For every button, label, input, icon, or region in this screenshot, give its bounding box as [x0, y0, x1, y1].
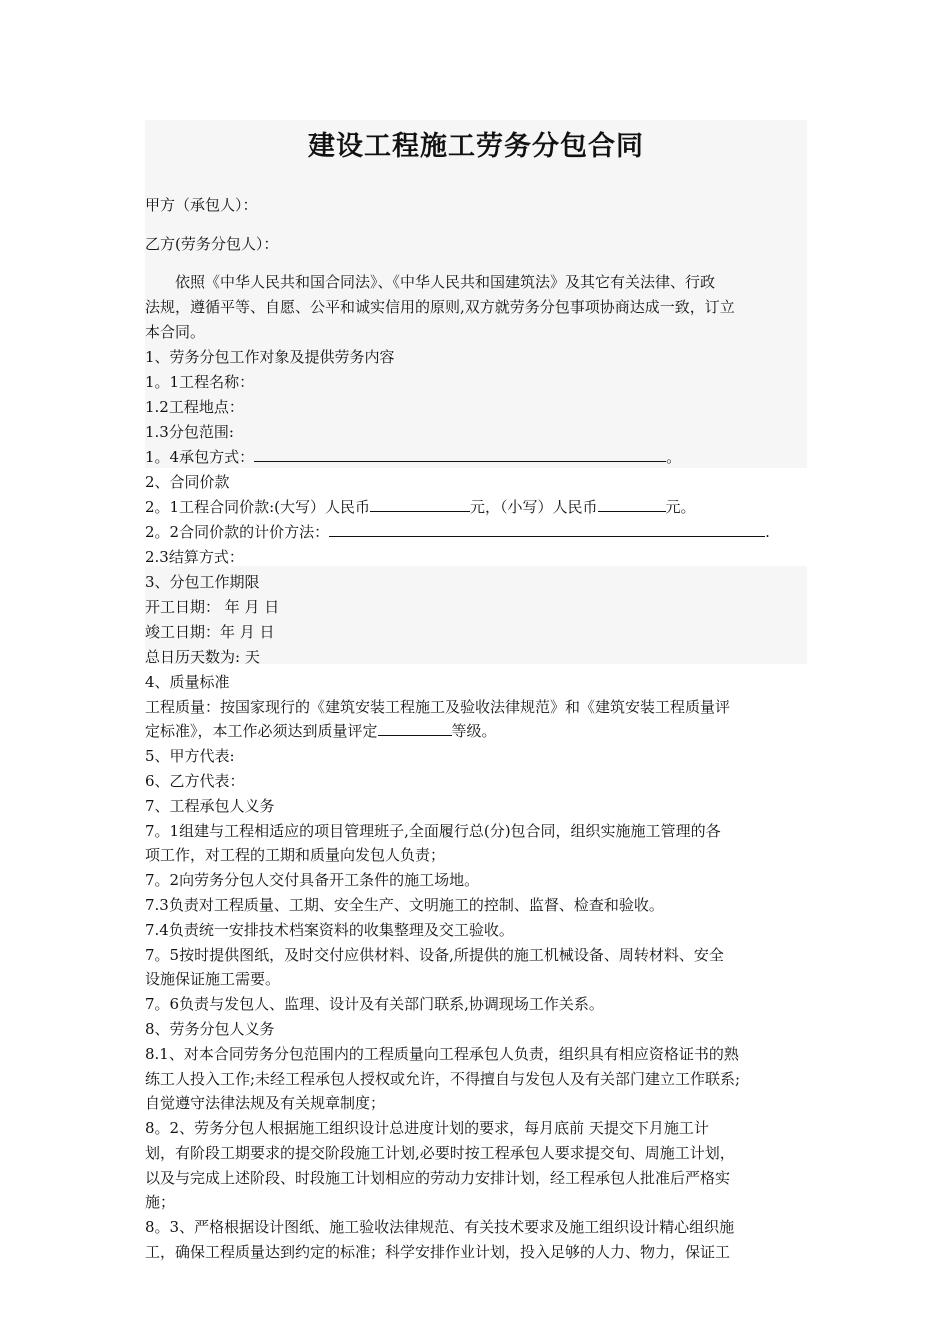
clause-8-1-line-1: 8.1、对本合同劳务分包范围内的工程质量向工程承包人负责，组织具有相应资格证书的熟: [145, 1045, 739, 1063]
section-2-heading: 2、合同价款: [145, 473, 230, 491]
clause-8-2-line-3: 以及与完成上述阶段、时段施工计划相应的劳动力安排计划，经工程承包人批准后严格实: [145, 1169, 731, 1187]
section-8-heading: 8、劳务分包人义务: [145, 1020, 275, 1038]
party-a-line: 甲方（承包人）：: [145, 196, 258, 214]
clause-7-3: 7.3负责对工程质量、工期、安全生产、文明施工的控制、监督、检查和验收。: [145, 896, 664, 914]
clause-7-1-line-2: 项工作，对工程的工期和质量向发包人负责；: [145, 846, 446, 864]
start-date: 开工日期： 年 月 日: [145, 598, 280, 616]
clause-2-1: 2。1工程合同价款:(大写）人民币 元，（小写）人民币 元。: [145, 498, 696, 516]
section-3-heading: 3、分包工作期限: [145, 573, 260, 591]
end-date: 竣工日期：年 月 日: [145, 623, 275, 641]
section-1-heading: 1、劳务分包工作对象及提供劳务内容: [145, 348, 395, 366]
quality-line-1: 工程质量：按国家现行的《建筑安装工程施工及验收法律规范》和《建筑安装工程质量评: [145, 698, 731, 716]
total-days: 总日历天数为: 天: [145, 648, 260, 666]
clause-8-2-line-4: 施；: [145, 1193, 176, 1211]
section-7-heading: 7、工程承包人义务: [145, 797, 275, 815]
preamble-line-1: 依照《中华人民共和国合同法》、《中华人民共和国建筑法》及其它有关法律、行政: [175, 273, 716, 291]
preamble-line-3: 本合同。: [145, 323, 206, 341]
clause-8-1-line-2: 练工人投入工作;未经工程承包人授权或允许，不得擅自与发包人及有关部门建立工作联系;: [145, 1070, 741, 1088]
clause-1-1: 1。1工程名称：: [145, 373, 255, 391]
contract-method-blank: [254, 446, 666, 462]
clause-8-1-line-3: 自觉遵守法律法规及有关规章制度；: [145, 1094, 386, 1112]
clause-1-4: 1。4承包方式： 。: [145, 448, 682, 466]
clause-1-3: 1.3分包范围:: [145, 423, 234, 441]
clause-8-2-line-2: 划，有阶段工期要求的提交阶段施工计划,必要时按工程承包人要求提交旬、周施工计划，: [145, 1144, 735, 1162]
clause-7-6: 7。6负责与发包人、监理、设计及有关部门联系,协调现场工作关系。: [145, 995, 604, 1013]
clause-8-3-line-2: 工，确保工程质量达到约定的标准；科学安排作业计划，投入足够的人力、物力，保证工: [145, 1243, 731, 1261]
price-lowercase-blank: [598, 496, 666, 512]
section-4-heading: 4、质量标准: [145, 673, 230, 691]
party-b-line: 乙方(劳务分包人）：: [145, 235, 279, 253]
clause-7-2: 7。2向劳务分包人交付具备开工条件的施工场地。: [145, 871, 480, 889]
section-5-heading: 5、甲方代表:: [145, 747, 235, 765]
pricing-method-blank: [329, 521, 765, 537]
clause-8-2-line-1: 8。2、劳务分包人根据施工组织设计总进度计划的要求，每月底前 天提交下月施工计: [145, 1119, 709, 1137]
clause-8-3-line-1: 8。3、严格根据设计图纸、施工验收法律规范、有关技术要求及施工组织设计精心组织施: [145, 1218, 735, 1236]
quality-grade-blank: [378, 720, 452, 736]
clause-7-5-line-2: 设施保证施工需要。: [145, 970, 281, 988]
clause-2-3: 2.3结算方式：: [145, 548, 244, 566]
price-uppercase-blank: [370, 496, 470, 512]
clause-7-5-line-1: 7。5按时提供图纸，及时交付应供材料、设备,所提供的施工机械设备、周转材料、安全: [145, 946, 724, 964]
clause-1-2: 1.2工程地点：: [145, 398, 244, 416]
document-title: 建设工程施工劳务分包合同: [308, 131, 644, 162]
quality-line-2: 定标准》，本工作必须达到质量评定 等级。: [145, 722, 497, 740]
clause-7-1-line-1: 7。1组建与工程相适应的项目管理班子,全面履行总(分)包合同，组织实施施工管理的各: [145, 822, 721, 840]
clause-2-2: 2。2合同价款的计价方法： .: [145, 523, 770, 541]
section-6-heading: 6、乙方代表：: [145, 772, 245, 790]
preamble-line-2: 法规，遵循平等、自愿、公平和诚实信用的原则,双方就劳务分包事项协商达成一致，订立: [145, 298, 735, 316]
clause-7-4: 7.4负责统一安排技术档案资料的收集整理及交工验收。: [145, 921, 514, 939]
